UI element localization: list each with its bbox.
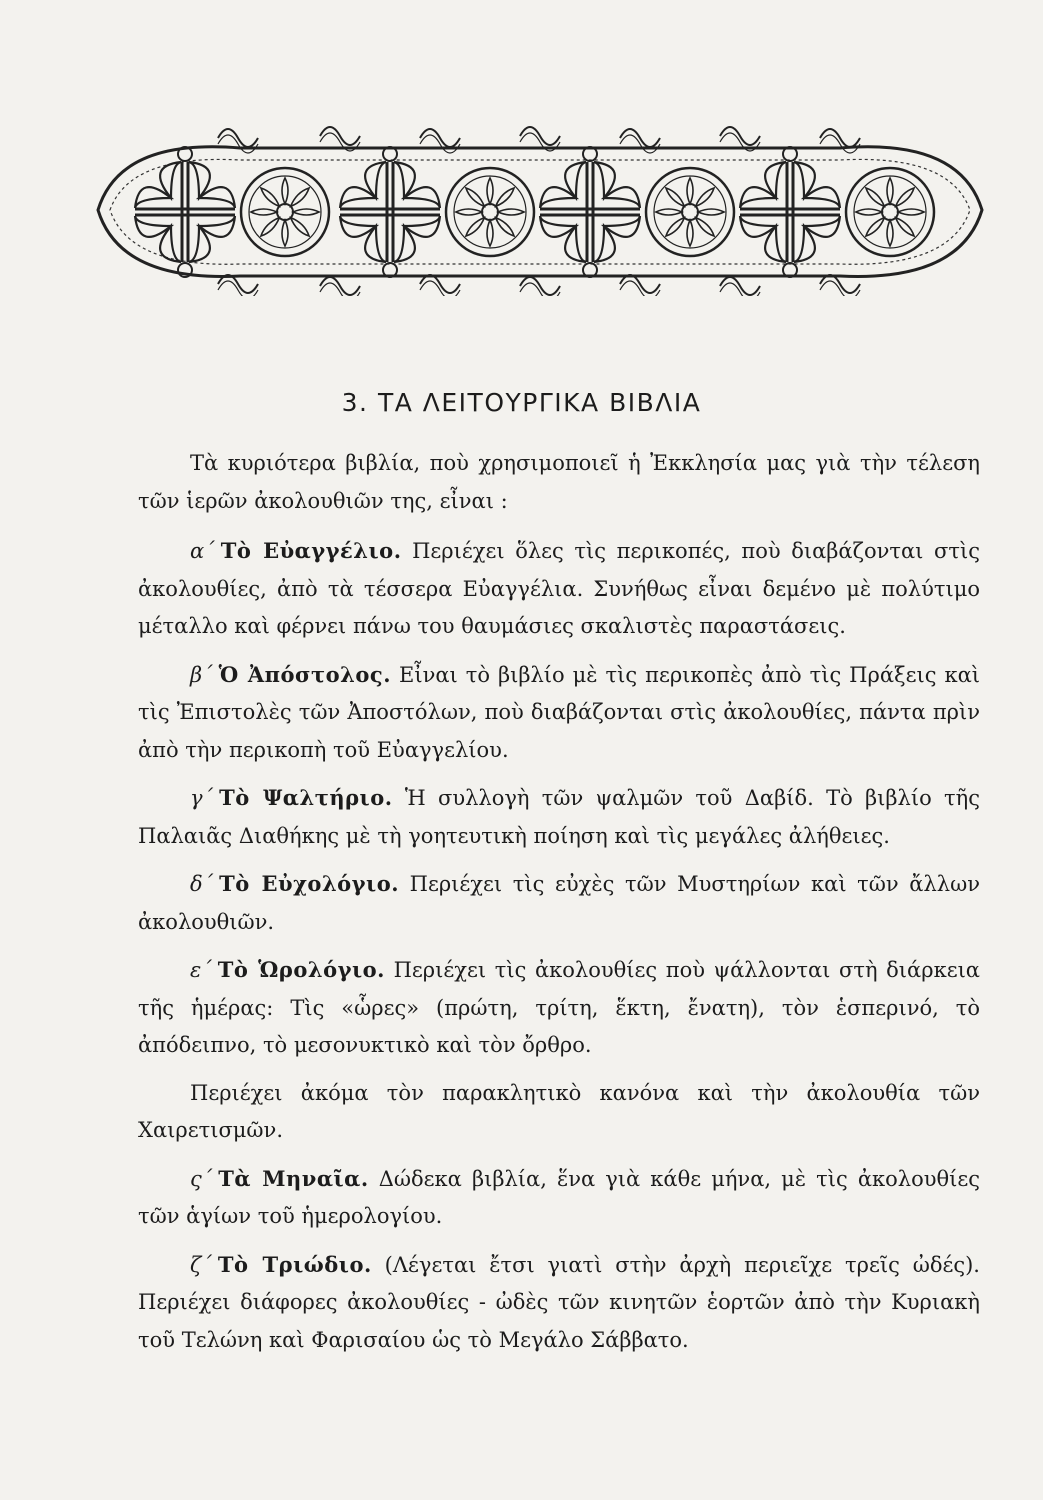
- item-name: Τὸ Εὐχολόγιο.: [219, 871, 400, 896]
- chapter-title: 3. ΤΑ ΛΕΙΤΟΥΡΓΙΚΑ ΒΙΒΛΙΑ: [341, 388, 702, 417]
- item-menaia: [138, 1160, 980, 1236]
- item-gospel: [138, 532, 980, 646]
- item-letter: δ΄: [190, 872, 214, 896]
- item-horologion-continuation: Περιέχει ἀκόμα τὸν παρακλητικὸ κανόνα καὶ τὴν ἀκολουθία τῶν Χαιρετισμῶν.: [138, 1080, 980, 1142]
- item-text: Περιέχει τὶς εὐχὲς τῶν Μυστηρίων καὶ τῶν ἄλλων ἀκολουθιῶν.: [138, 872, 980, 934]
- item-text: Ἡ συλλογὴ τῶν ψαλμῶν τοῦ Δαβίδ. Τὸ βιβλίο τῆς Παλαιᾶς Διαθήκης μὲ τὴ γοητευτικὴ ποίηση καὶ τὶς μεγάλες ἀλήθειες.: [138, 786, 980, 848]
- item-name: Τὰ Μηναῖα.: [218, 1165, 369, 1191]
- item-letter: α΄: [190, 539, 215, 563]
- item-text: Εἶναι τὸ βιβλίο μὲ τὶς περικοπὲς ἀπὸ τὶς Πράξεις καὶ τὶς Ἐπιστολὲς τῶν Ἀποστόλων, ποὺ διαβάζονται στὶς ἀκολουθίες, πάντα πρὶν ἀπὸ τὴν περικοπὴ τοῦ Εὐαγγελίου.: [138, 662, 980, 762]
- item-letter: ζ΄: [190, 1252, 212, 1277]
- item-horologion: [138, 951, 980, 1065]
- item-name: Τὸ Τριώδιο.: [217, 1251, 372, 1277]
- item-letter: β΄: [190, 662, 213, 687]
- chapter-body: [138, 445, 980, 1369]
- item-name: Τὸ Ὡρολόγιο.: [217, 957, 385, 982]
- item-text: Περιέχει ὅλες τὶς περικοπές, ποὺ διαβάζονται στὶς ἀκολουθίες, ἀπὸ τὰ τέσσερα Εὐαγγέλια. Συνήθως εἶναι δεμένο μὲ πολύτιμο μέταλλο καὶ φέρνει πάνω του θαυμάσιες σκαλιστὲς παραστάσεις.: [138, 539, 980, 638]
- item-euchologion: [138, 865, 980, 941]
- item-psalter: [138, 779, 980, 855]
- item-name: Τὸ Ψαλτήριο.: [219, 785, 393, 810]
- item-letter: γ΄: [190, 786, 214, 810]
- item-name: Τὸ Εὐαγγέλιο.: [220, 538, 402, 563]
- item-letter: ς΄: [190, 1166, 213, 1191]
- ornamental-header-band: [90, 118, 990, 296]
- item-letter: ε΄: [190, 958, 212, 982]
- item-text: Περιέχει τὶς ἀκολουθίες ποὺ ψάλλονται στὴ διάρκεια τῆς ἡμέρας: Τὶς «ὧρες» (πρώτη, τρίτη, ἕκτη, ἔνατη), τὸν ἑσπερινό, τὸ ἀπόδειπνο, τὸ μεσονυκτικὸ καὶ τὸν ὄρθρο.: [138, 958, 980, 1057]
- intro-paragraph: Τὰ κυριότερα βιβλία, ποὺ χρησιμοποιεῖ ἡ Ἐκκλησία μας γιὰ τὴν τέλεση τῶν ἱερῶν ἀκολουθιῶν της, εἶναι :: [138, 451, 980, 513]
- item-apostle: [138, 656, 980, 770]
- item-name: Ὁ Ἀπόστολος.: [218, 661, 392, 687]
- item-text: (Λέγεται ἔτσι γιατὶ στὴν ἀρχὴ περιεῖχε τρεῖς ὠδές). Περιέχει διάφορες ἀκολουθίες - ὠδὲς τῶν κινητῶν ἑορτῶν ἀπὸ τὴν Κυριακὴ τοῦ Τελώνη καὶ Φαρισαίου ὡς τὸ Μεγάλο Σάββατο.: [138, 1252, 980, 1352]
- item-text: Δώδεκα βιβλία, ἕνα γιὰ κάθε μήνα, μὲ τὶς ἀκολουθίες τῶν ἁγίων τοῦ ἡμερολογίου.: [138, 1166, 981, 1228]
- ornament-icon: [90, 118, 990, 296]
- item-triodion: [138, 1246, 980, 1360]
